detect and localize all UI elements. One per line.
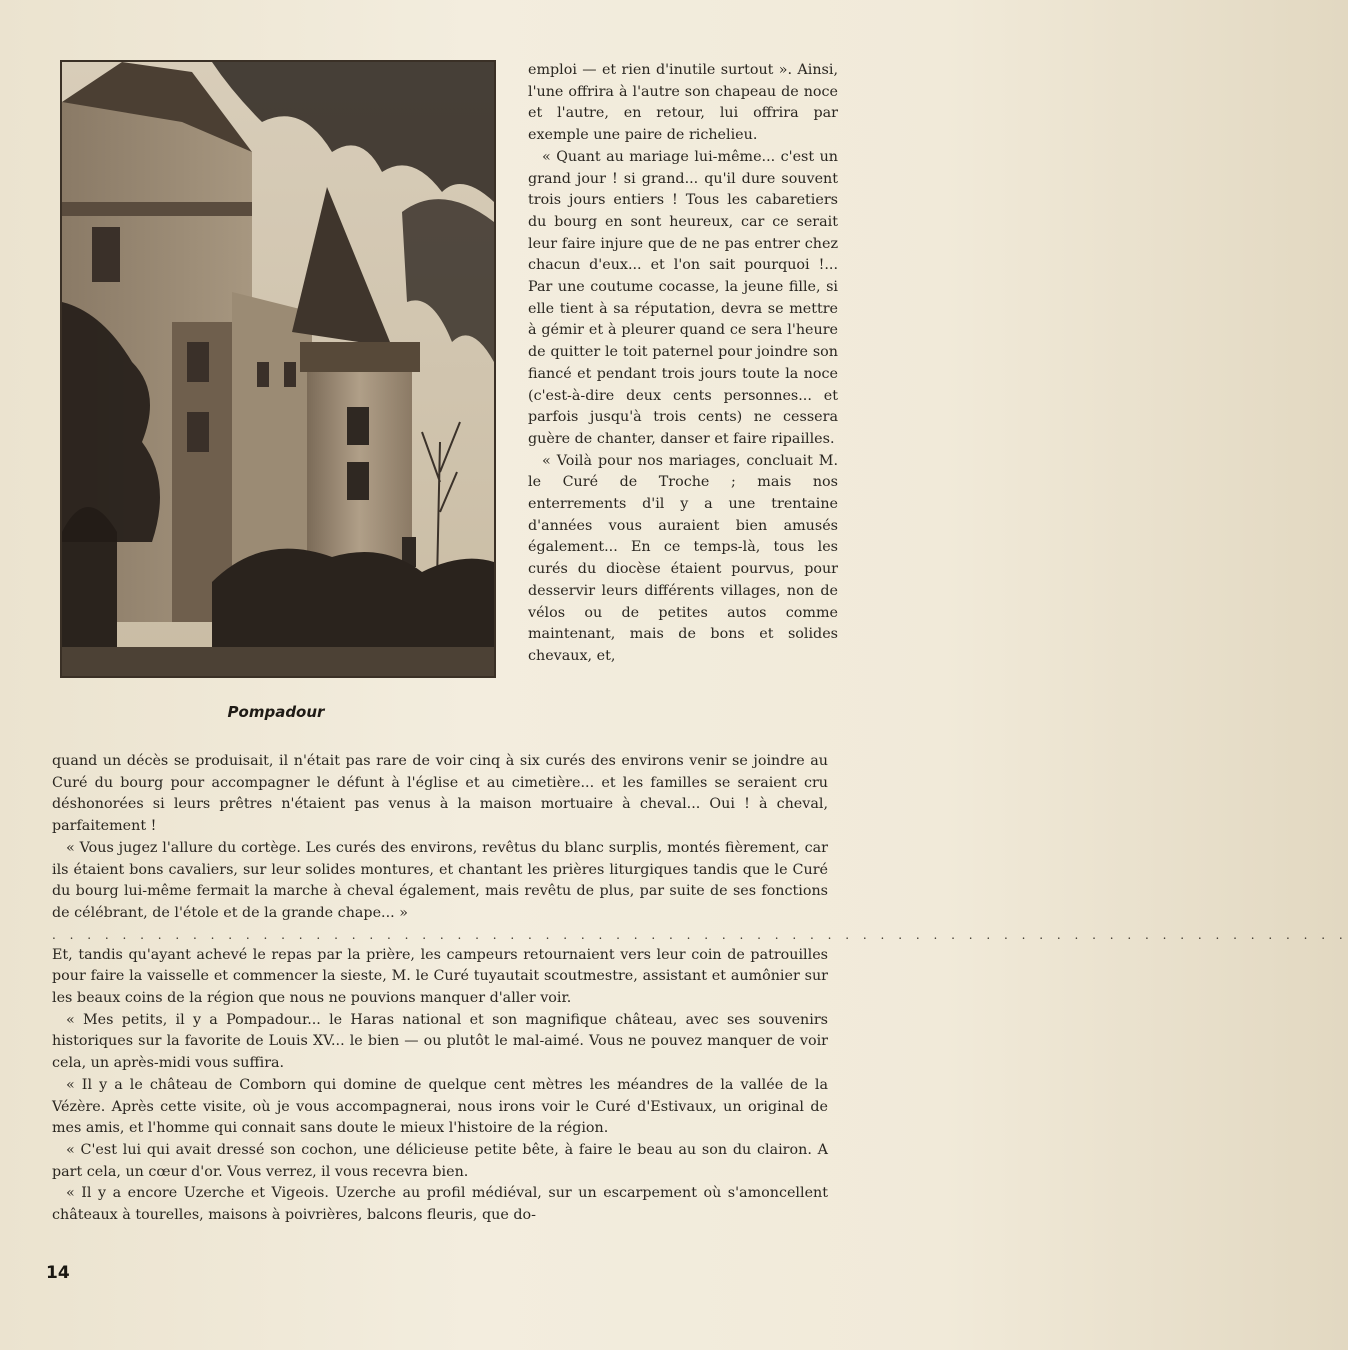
right-column-text [528, 60, 838, 668]
paragraph: « Mes petits, il y a Pompadour... le Haras national et son magnifique château, avec ses souvenirs historiques sur la favorite de Louis XV... le bien — ou plutôt le mal-aimé. Vous ne pouvez manquer de voir cela, un après-midi vous suffira. [52, 1011, 828, 1072]
photo-caption: Pompadour [227, 703, 325, 721]
castle-illustration [62, 62, 494, 676]
paragraph: « C'est lui qui avait dressé son cochon, une délicieuse petite bête, à faire le beau au son du clairon. A part cela, un cœur d'or. Vous verrez, il vous recevra bien. [52, 1141, 828, 1180]
paragraph: « Il y a encore Uzerche et Vigeois. Uzerche au profil médiéval, sur un escarpement où s'amoncellent châteaux à tourelles, maisons à poivrières, balcons fleuris, que do- [52, 1185, 828, 1224]
paragraph: « Voilà pour nos mariages, concluait M. le Curé de Troche ; mais nos enterrements d'il y a une trentaine d'années vous auraient bien amusés également... En ce temps-là, tous les curés du diocèse étaient pourvus, pour desservir leurs différents villages, non de vélos ou de petites autos comme maintenant, mais de bons et solides chevaux, et, [528, 452, 838, 664]
paragraph: Et, tandis qu'ayant achevé le repas par la prière, les campeurs retournaient vers leur coin de patrouilles pour faire la vaisselle et commencer la sieste, M. le Curé tuyautait scoutmestre, assistant et aumônier sur les beaux coins de la région que nous ne pouvions manquer d'aller voir. [52, 946, 828, 1007]
section-break-dots: . . . . . . . . . . . . . . . . . . . . . . . . . . . . . . . . . . . . . . . . . . . . . . . . . . . . . . . . . . . . . . . . . . . . . . . . . . [52, 927, 1348, 942]
paragraph: « Vous jugez l'allure du cortège. Les curés des environs, revêtus du blanc surplis, montés fièrement, car ils étaient bons cavaliers, sur leur solides montures, et chantant les prières liturgiques tandis que le Curé du bourg lui-même fermait la marche à cheval également, mais revêtu de plus, par suite de ses fonctions de célébrant, de l'étole et de la grande chape... » [52, 839, 828, 921]
page-number: 14 [46, 1263, 70, 1283]
paragraph: « Il y a le château de Comborn qui domine de quelque cent mètres les méandres de la vallée de la Vézère. Après cette visite, où je vous accompagnerai, nous irons voir le Curé d'Estivaux, un original de mes amis, et l'homme qui connait sans doute le mieux l'histoire de la région. [52, 1076, 828, 1137]
paragraph: quand un décès se produisait, il n'était pas rare de voir cinq à six curés des environs venir se joindre au Curé du bourg pour accompagner le défunt à l'église et au cimetière... et les familles se seraient cru déshonorées si leurs prêtres n'étaient pas venus à la maison mortuaire à cheval... Oui ! à cheval, parfaitement ! [52, 753, 828, 835]
paragraph: emploi — et rien d'inutile surtout ». Ainsi, l'une offrira à l'autre son chapeau de noce et l'autre, en retour, lui offrira par exemple une paire de richelieu. [528, 62, 838, 144]
chateau-photograph [60, 60, 496, 678]
paragraph: « Quant au mariage lui-même... c'est un grand jour ! si grand... qu'il dure souvent trois jours entiers ! Tous les cabaretiers du bourg en sont heureux, car ce serait leur faire injure que de ne pas entrer chez chacun d'eux... et l'on sait pourquoi !... Par une coutume cocasse, la jeune fille, si elle tient à sa réputation, devra se mettre à gémir et à pleurer quand ce sera l'heure de quitter le toit paternel pour joindre son fiancé et pendant trois jours toute la noce (c'est-à-dire deux cents personnes... et parfois jusqu'à trois cents) ne cessera guère de chanter, danser et faire ripailles. [528, 148, 838, 447]
full-width-text [52, 751, 1348, 1227]
